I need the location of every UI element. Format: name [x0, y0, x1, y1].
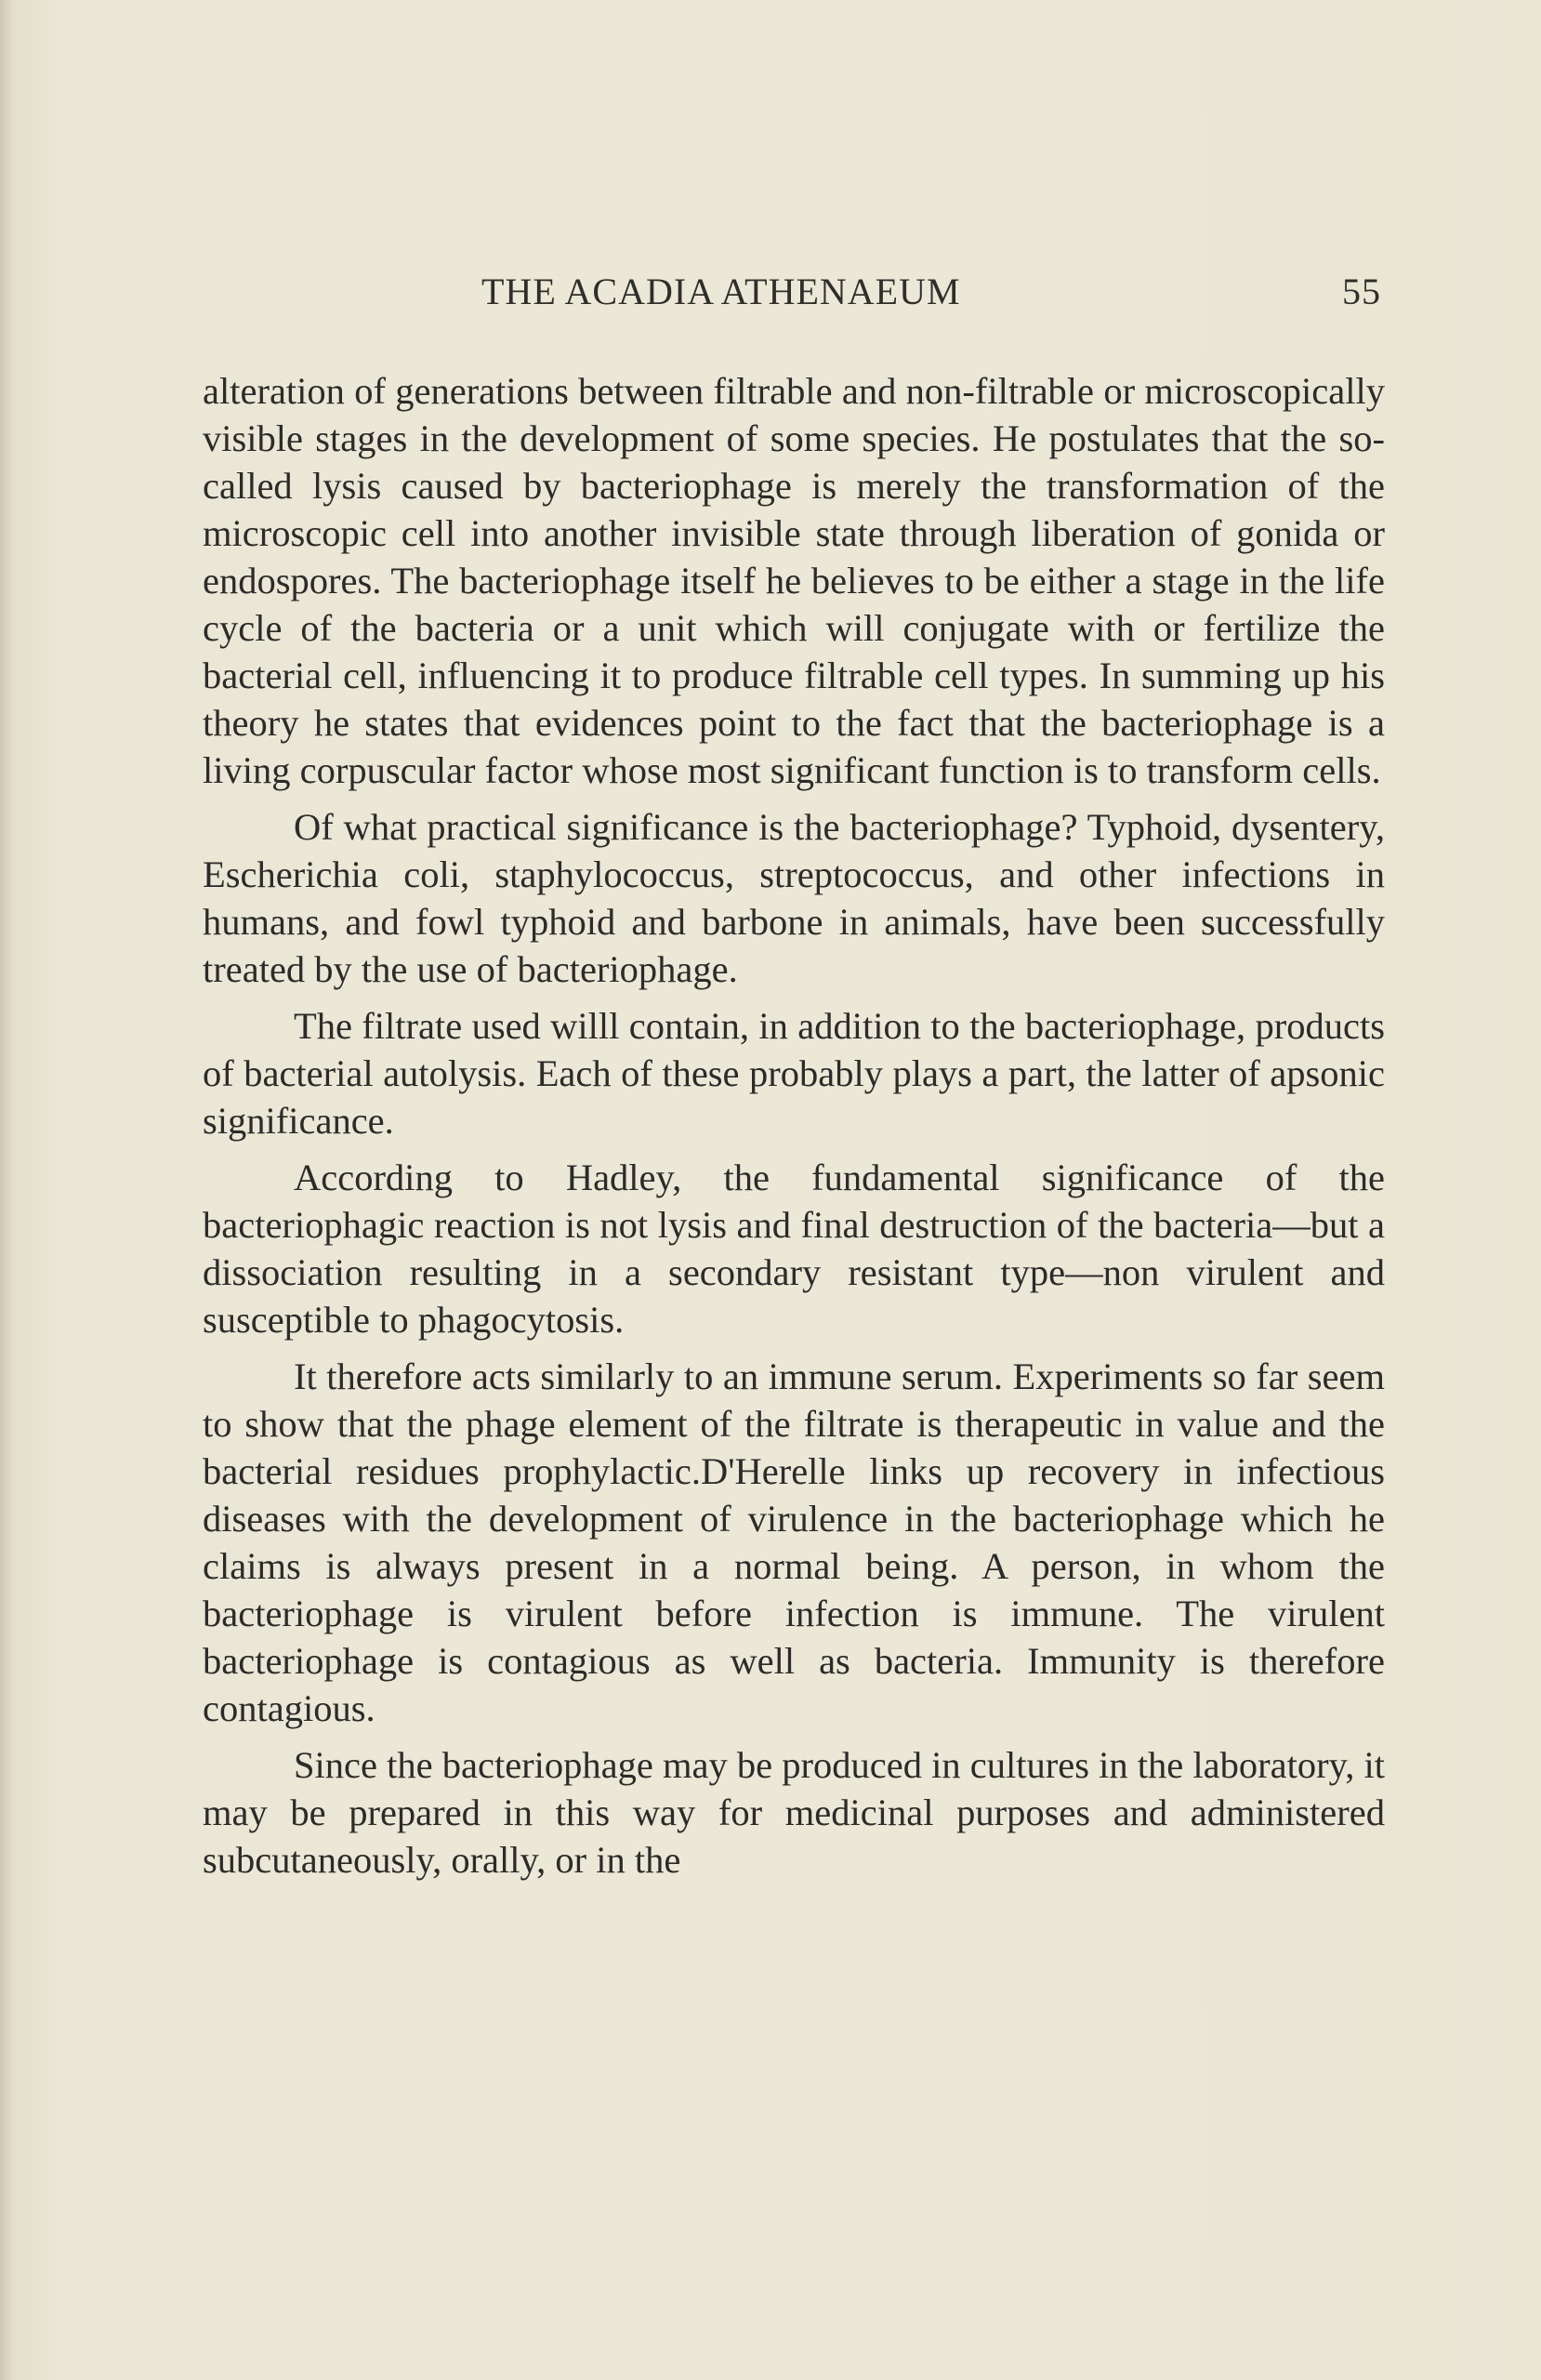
page-number: 55 — [1342, 271, 1381, 312]
page-edge-shadow — [0, 0, 13, 2380]
paragraph: The filtrate used willl contain, in addition to the bacteriophage, products of bacterial autolysis. Each of these probably plays a part, the latter of apsonic significance. — [203, 1005, 1385, 1142]
paragraph: Of what practical significance is the bacteriophage? Typhoid, dysentery, Escherichia coli, staphylococcus, streptococcus, and other infections in humans, and fowl typhoid and barbone in animals, have been successfully treated by the use of bacteriophage. — [203, 806, 1385, 990]
running-title: THE ACADIA ATHENAEUM — [481, 271, 961, 312]
paragraph: Since the bacteriophage may be produced in cultures in the laboratory, it may be prepared in this way for medicinal purposes and administered subcutaneously, orally, or in the — [203, 1744, 1385, 1881]
body-text — [203, 367, 1385, 1893]
paragraph: It therefore acts similarly to an immune serum. Experiments so far seem to show that the phage element of the filtrate is therapeutic in value and the bacterial residues prophylactic.D'Herelle links up recovery in infectious diseases with the development of virulence in the bacteriophage which he claims is always present in a normal being. A person, in whom the bacteriophage is virulent before infection is immune. The virulent bacteriophage is contagious as well as bacteria. Immunity is therefore contagious. — [203, 1355, 1385, 1729]
running-header — [203, 270, 1383, 322]
paragraph: alteration of generations between filtrable and non-filtrable or microscopically visible stages in the development of some species. He postulates that the so-called lysis caused by bacteriophage is merely the transformation of the microscopic cell into another invisible state through liberation of gonida or endospores. The bacteriophage itself he believes to be either a stage in the life cycle of the bacteria or a unit which will conjugate with or fertilize the bacterial cell, influencing it to produce filtrable cell types. In summing up his theory he states that evidences point to the fact that the bacteriophage is a living corpuscular factor whose most significant function is to transform cells. — [203, 370, 1385, 791]
paragraph: According to Hadley, the fundamental significance of the bacteriophagic reaction is not lysis and final destruction of the bacteria—but a dissociation resulting in a secondary resistant type—non virulent and susceptible to phagocytosis. — [203, 1157, 1385, 1341]
